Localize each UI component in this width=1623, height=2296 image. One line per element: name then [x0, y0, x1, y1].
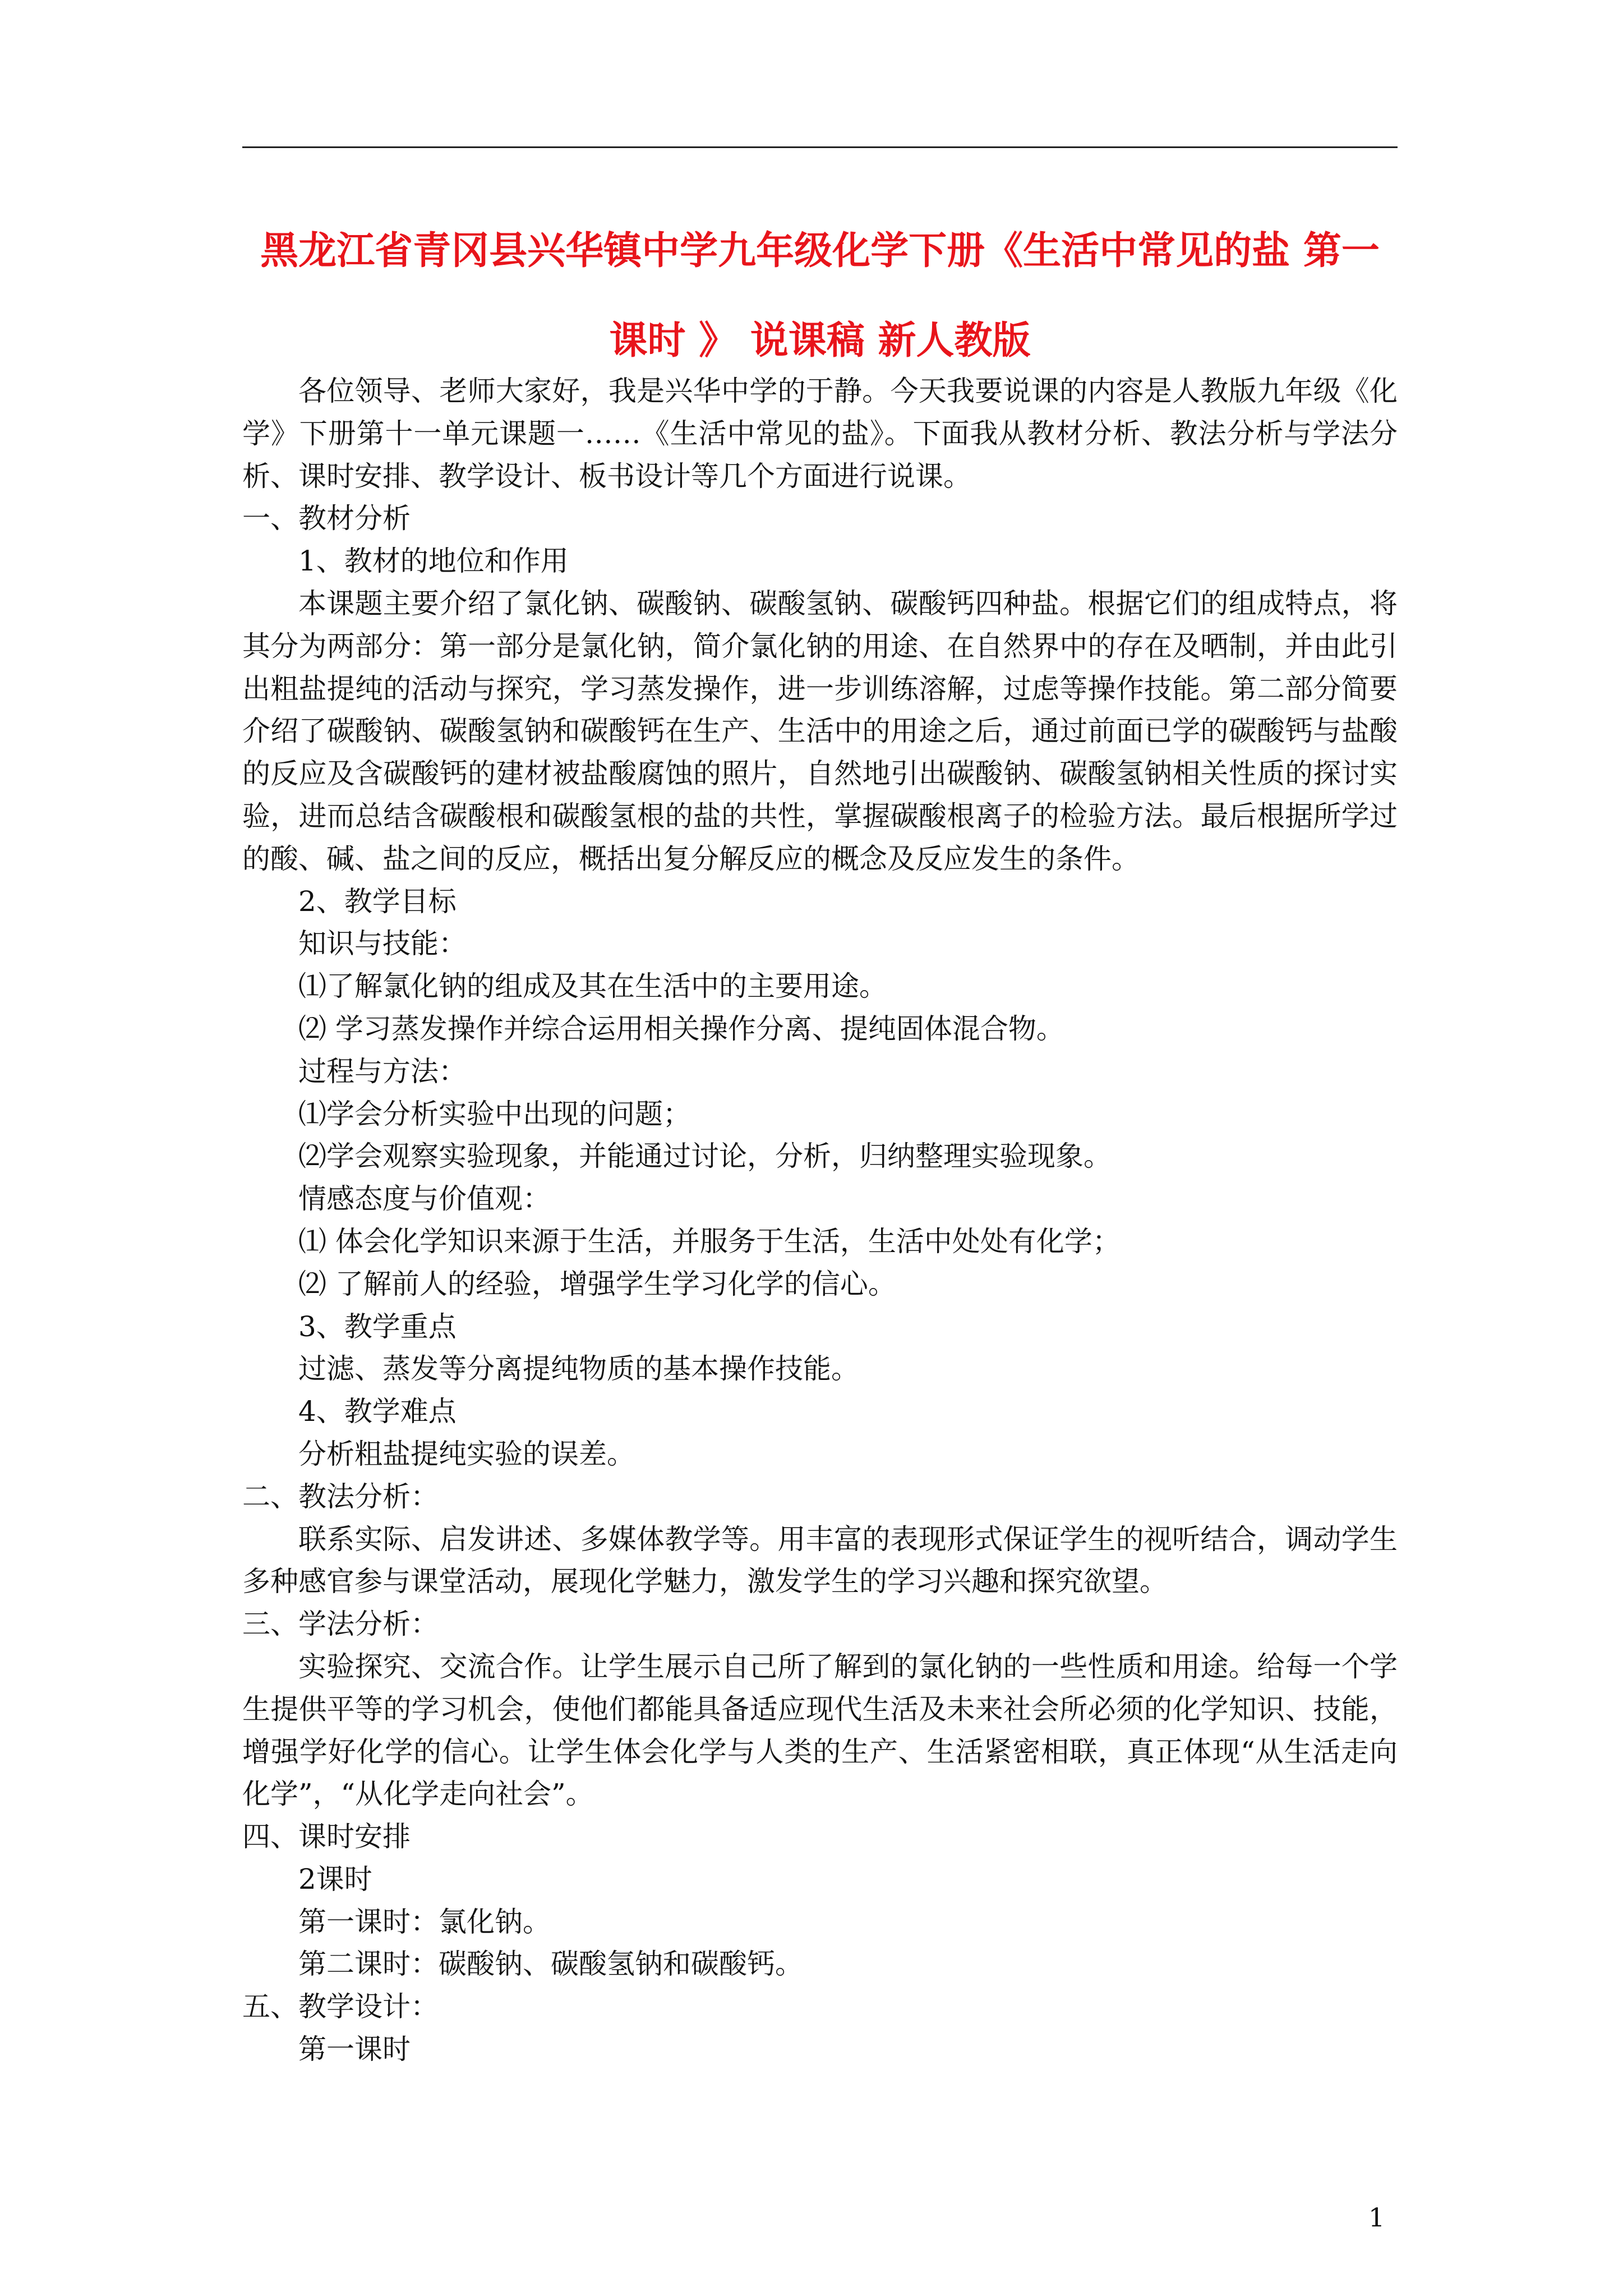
body-paragraph: 分析粗盐提纯实验的误差。: [298, 1437, 635, 1470]
title-line-2: 课时 》 说课稿 新人教版: [609, 319, 1031, 363]
body-paragraph: 过滤、蒸发等分离提纯物质的基本操作技能。: [298, 1352, 859, 1386]
page-number: 1: [1368, 2202, 1385, 2233]
document-body: [242, 370, 1398, 2071]
section-heading: 二、教法分析：: [242, 1480, 439, 1513]
body-paragraph: 联系实际、启发讲述、多媒体教学等。用丰富的表现形式保证学生的视听结合，调动学生多种感官参与课堂活动，展现化学魅力，激发学生的学习兴趣和探究欲望。: [242, 1522, 1398, 1598]
body-paragraph: ⑵ 了解前人的经验，增强学生学习化学的信心。: [298, 1267, 896, 1300]
header-rule: [242, 146, 1398, 148]
body-paragraph: 第一课时: [298, 2033, 411, 2066]
body-paragraph: 本课题主要介绍了氯化钠、碳酸钠、碳酸氢钠、碳酸钙四种盐。根据它们的组成特点，将其分为两部分：第一部分是氯化钠，简介氯化钠的用途、在自然界中的存在及晒制，并由此引出粗盐提纯的活动与探究，学习蒸发操作，进一步训练溶解，过虑等操作技能。第二部分简要介绍了碳酸钠、碳酸氢钠和碳酸钙在生产、生活中的用途之后，通过前面已学的碳酸钙与盐酸的反应及含碳酸钙的建材被盐酸腐蚀的照片，自然地引出碳酸钠、碳酸氢钠相关性质的探讨实验，进而总结含碳酸根和碳酸氢根的盐的共性，掌握碳酸根离子的检验方法。最后根据所学过的酸、碱、盐之间的反应，概括出复分解反应的概念及反应发生的条件。: [242, 587, 1398, 875]
body-paragraph: ⑵ 学习蒸发操作并综合运用相关操作分离、提纯固体混合物。: [298, 1012, 1064, 1045]
body-paragraph: 4、教学难点: [298, 1395, 457, 1428]
body-paragraph: 1、教材的地位和作用: [298, 545, 569, 578]
body-paragraph: 第二课时：碳酸钠、碳酸氢钠和碳酸钙。: [298, 1948, 803, 1981]
title-line-1: 黑龙江省青冈县兴华镇中学九年级化学下册《生活中常见的盐 第一: [260, 229, 1380, 273]
body-paragraph: ⑴学会分析实验中出现的问题；: [298, 1097, 691, 1130]
body-paragraph: ⑴了解氯化钠的组成及其在生活中的主要用途。: [298, 970, 887, 1003]
section-heading: 五、教学设计：: [242, 1990, 439, 2023]
document-title: [242, 206, 1398, 386]
body-paragraph: 情感态度与价值观：: [298, 1182, 551, 1216]
section-heading: 一、教材分析: [242, 502, 411, 535]
body-paragraph: 知识与技能：: [298, 927, 467, 960]
body-paragraph: 实验探究、交流合作。让学生展示自己所了解到的氯化钠的一些性质和用途。给每一个学生提供平等的学习机会，使他们都能具备适应现代生活及未来社会所必须的化学知识、技能，增强学好化学的信心。让学生体会化学与人类的生产、生活紧密相联，真正体现“从生活走向化学”，“从化学走向社会”。: [242, 1650, 1398, 1811]
body-paragraph: 2课时: [298, 1862, 372, 1895]
body-paragraph: 3、教学重点: [298, 1310, 457, 1343]
body-paragraph: 各位领导、老师大家好，我是兴华中学的于静。今天我要说课的内容是人教版九年级《化学》下册第十一单元课题一……《生活中常见的盐》。下面我从教材分析、教法分析与学法分析、课时安排、教学设计、板书设计等几个方面进行说课。: [242, 375, 1398, 493]
body-paragraph: 第一课时：氯化钠。: [298, 1905, 551, 1938]
body-paragraph: ⑴ 体会化学知识来源于生活，并服务于生活，生活中处处有化学；: [298, 1225, 1121, 1258]
body-paragraph: 2、教学目标: [298, 885, 457, 918]
body-paragraph: ⑵学会观察实验现象，并能通过讨论，分析，归纳整理实验现象。: [298, 1140, 1112, 1173]
body-paragraph: 过程与方法：: [298, 1055, 467, 1088]
section-heading: 四、课时安排: [242, 1820, 411, 1853]
section-heading: 三、学法分析：: [242, 1608, 439, 1641]
